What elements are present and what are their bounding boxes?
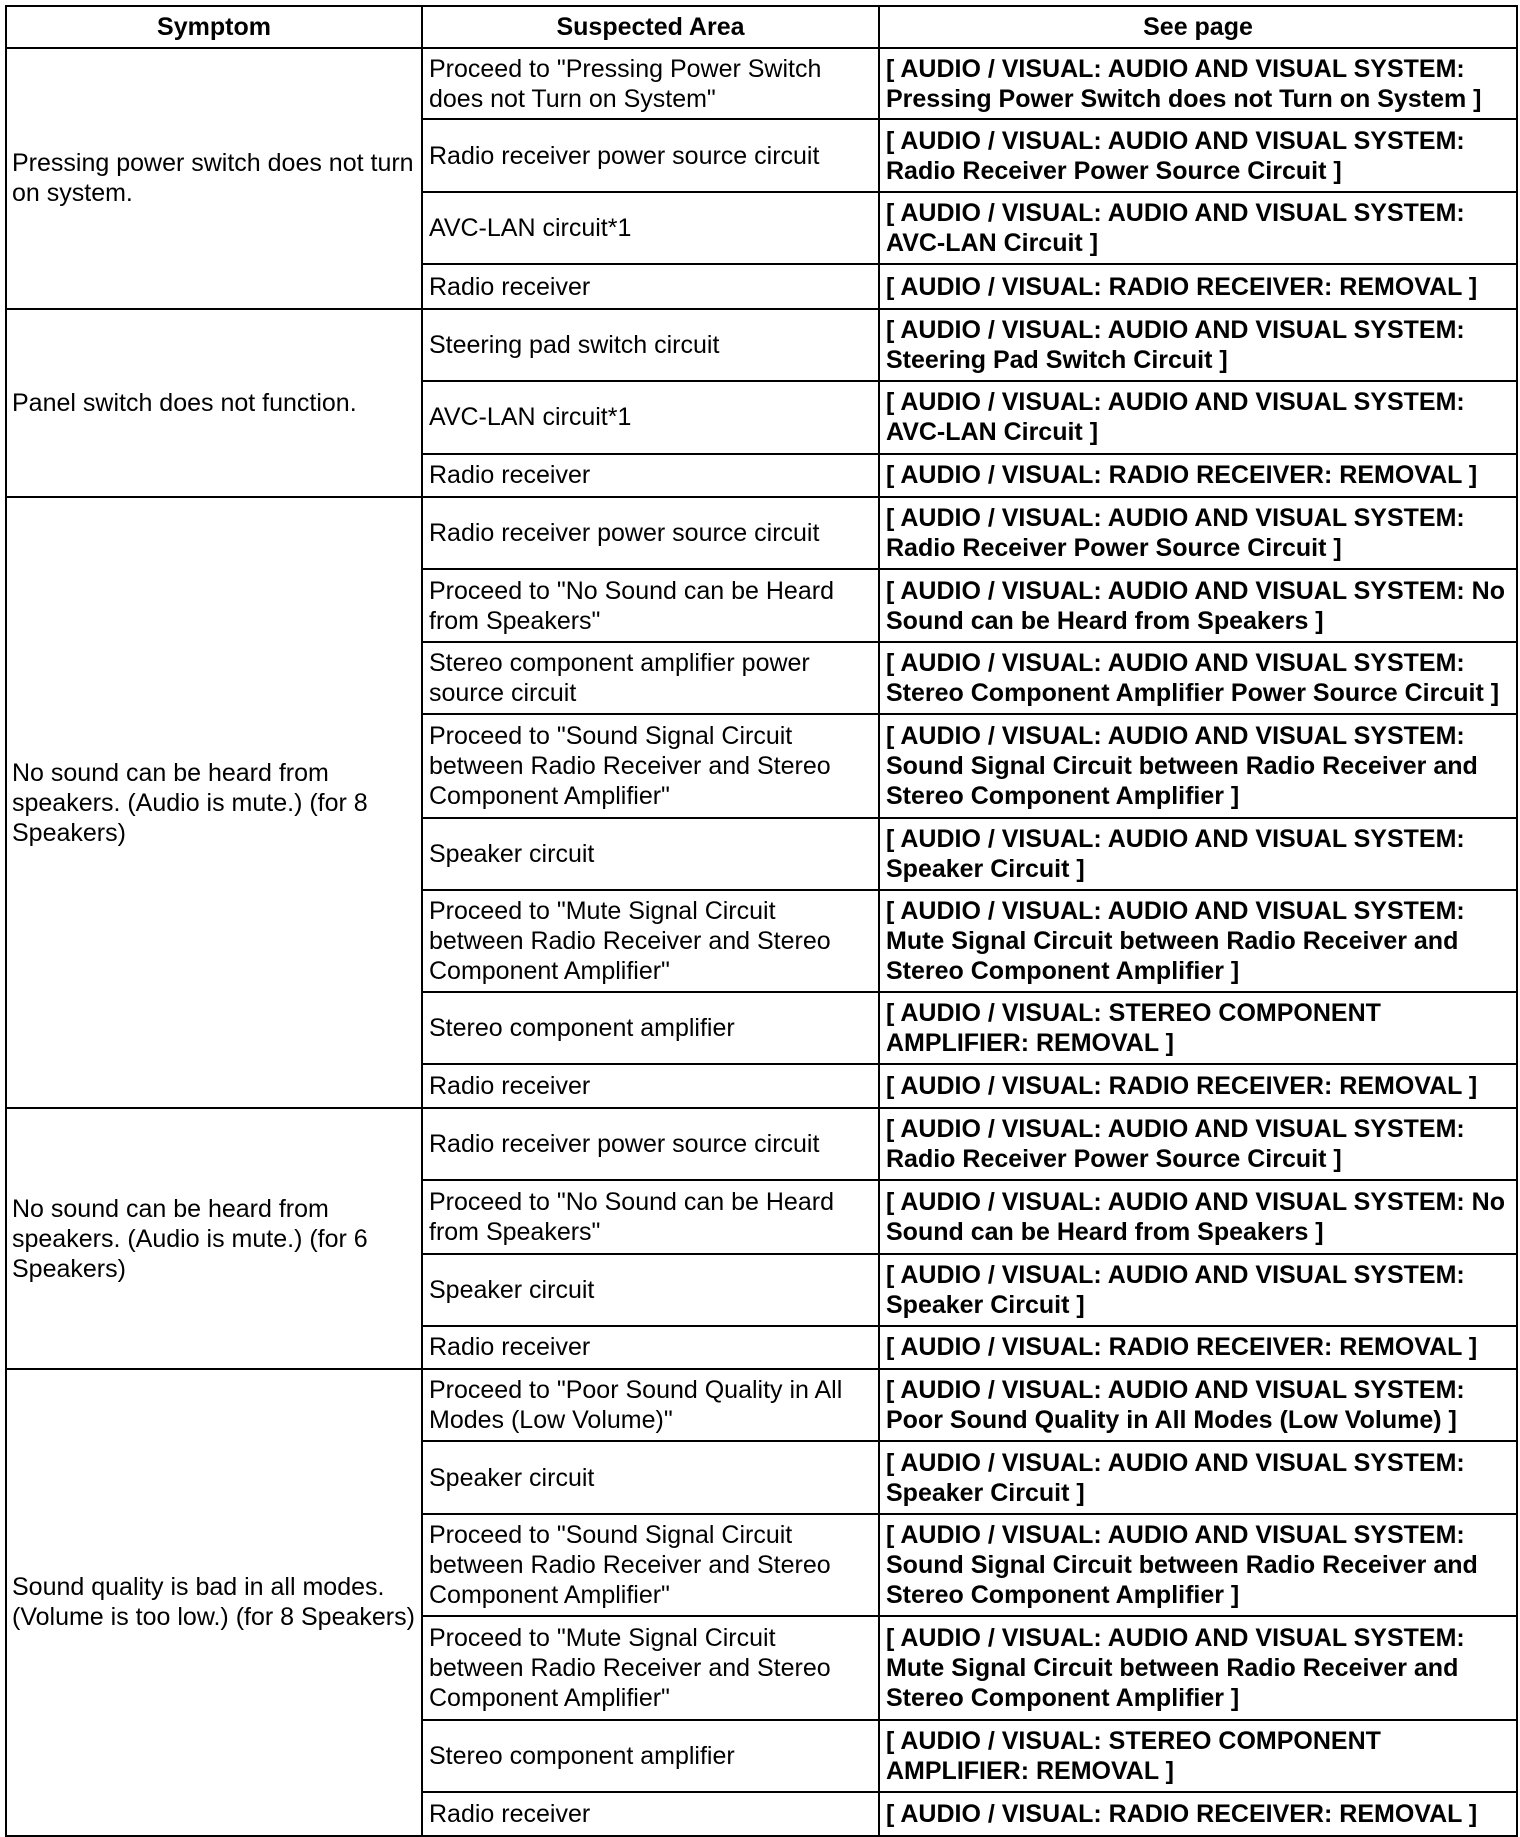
see-page-cell: [ AUDIO / VISUAL: AUDIO AND VISUAL SYSTEM: Sound Signal Circuit between Radio Receiver and Stereo Component Amplifier ] [879, 714, 1517, 817]
suspected-area-cell: Speaker circuit [422, 1254, 879, 1326]
suspected-area-cell: Proceed to "Poor Sound Quality in All Modes (Low Volume)" [422, 1369, 879, 1441]
suspected-area-cell: Proceed to "Pressing Power Switch does not Turn on System" [422, 48, 879, 119]
suspected-area-cell: Radio receiver [422, 1064, 879, 1108]
suspected-area-cell: Speaker circuit [422, 1441, 879, 1514]
see-page-cell: [ AUDIO / VISUAL: AUDIO AND VISUAL SYSTEM: Speaker Circuit ] [879, 1254, 1517, 1326]
see-page-cell: [ AUDIO / VISUAL: STEREO COMPONENT AMPLIFIER: REMOVAL ] [879, 1720, 1517, 1792]
suspected-area-cell: Proceed to "Mute Signal Circuit between Radio Receiver and Stereo Component Amplifier" [422, 890, 879, 992]
see-page-cell: [ AUDIO / VISUAL: AUDIO AND VISUAL SYSTEM: Speaker Circuit ] [879, 1441, 1517, 1514]
see-page-cell: [ AUDIO / VISUAL: AUDIO AND VISUAL SYSTEM: AVC-LAN Circuit ] [879, 381, 1517, 454]
see-page-cell: [ AUDIO / VISUAL: AUDIO AND VISUAL SYSTEM: Pressing Power Switch does not Turn on System ] [879, 48, 1517, 119]
suspected-area-cell: Radio receiver [422, 1792, 879, 1836]
suspected-area-cell: Speaker circuit [422, 818, 879, 890]
see-page-cell: [ AUDIO / VISUAL: STEREO COMPONENT AMPLIFIER: REMOVAL ] [879, 992, 1517, 1064]
table-row [6, 1108, 1517, 1180]
symptom-cell: Panel switch does not function. [6, 309, 422, 497]
suspected-area-cell: AVC-LAN circuit*1 [422, 192, 879, 264]
see-page-cell: [ AUDIO / VISUAL: AUDIO AND VISUAL SYSTEM: No Sound can be Heard from Speakers ] [879, 569, 1517, 642]
see-page-cell: [ AUDIO / VISUAL: RADIO RECEIVER: REMOVAL ] [879, 1326, 1517, 1369]
suspected-area-cell: Radio receiver power source circuit [422, 119, 879, 192]
suspected-area-cell: Stereo component amplifier [422, 1720, 879, 1792]
suspected-area-cell: Stereo component amplifier [422, 992, 879, 1064]
see-page-cell: [ AUDIO / VISUAL: RADIO RECEIVER: REMOVAL ] [879, 454, 1517, 497]
table-row [6, 48, 1517, 119]
see-page-cell: [ AUDIO / VISUAL: RADIO RECEIVER: REMOVAL ] [879, 1792, 1517, 1836]
suspected-area-cell: Proceed to "Sound Signal Circuit between Radio Receiver and Stereo Component Amplifier" [422, 714, 879, 817]
symptom-cell: No sound can be heard from speakers. (Audio is mute.) (for 8 Speakers) [6, 497, 422, 1108]
suspected-area-cell: Proceed to "No Sound can be Heard from Speakers" [422, 569, 879, 642]
see-page-cell: [ AUDIO / VISUAL: AUDIO AND VISUAL SYSTEM: Poor Sound Quality in All Modes (Low Volume) ] [879, 1369, 1517, 1441]
see-page-cell: [ AUDIO / VISUAL: RADIO RECEIVER: REMOVAL ] [879, 1064, 1517, 1108]
table-row [6, 1369, 1517, 1441]
see-page-cell: [ AUDIO / VISUAL: AUDIO AND VISUAL SYSTEM: No Sound can be Heard from Speakers ] [879, 1180, 1517, 1253]
suspected-area-cell: Radio receiver [422, 264, 879, 308]
suspected-area-cell: AVC-LAN circuit*1 [422, 381, 879, 454]
suspected-area-cell: Proceed to "Mute Signal Circuit between Radio Receiver and Stereo Component Amplifier" [422, 1616, 879, 1719]
header-row [6, 6, 1517, 48]
see-page-cell: [ AUDIO / VISUAL: AUDIO AND VISUAL SYSTEM: Mute Signal Circuit between Radio Receiver and Stereo Component Amplifier ] [879, 890, 1517, 992]
table-row [6, 497, 1517, 569]
see-page-cell: [ AUDIO / VISUAL: AUDIO AND VISUAL SYSTEM: Sound Signal Circuit between Radio Receiver and Stereo Component Amplifier ] [879, 1514, 1517, 1616]
suspected-area-cell: Steering pad switch circuit [422, 309, 879, 381]
suspected-area-cell: Radio receiver power source circuit [422, 1108, 879, 1180]
suspected-area-cell: Radio receiver [422, 1326, 879, 1369]
document-page [5, 5, 1516, 1837]
suspected-area-cell: Radio receiver [422, 454, 879, 497]
see-page-cell: [ AUDIO / VISUAL: AUDIO AND VISUAL SYSTEM: Steering Pad Switch Circuit ] [879, 309, 1517, 381]
suspected-area-cell: Proceed to "No Sound can be Heard from Speakers" [422, 1180, 879, 1253]
header-suspected-area: Suspected Area [422, 6, 879, 48]
suspected-area-cell: Stereo component amplifier power source circuit [422, 642, 879, 714]
symptom-cell: Sound quality is bad in all modes. (Volume is too low.) (for 8 Speakers) [6, 1369, 422, 1836]
header-see-page: See page [879, 6, 1517, 48]
see-page-cell: [ AUDIO / VISUAL: AUDIO AND VISUAL SYSTEM: Speaker Circuit ] [879, 818, 1517, 890]
see-page-cell: [ AUDIO / VISUAL: AUDIO AND VISUAL SYSTEM: Radio Receiver Power Source Circuit ] [879, 497, 1517, 569]
symptom-cell: Pressing power switch does not turn on system. [6, 48, 422, 309]
suspected-area-cell: Radio receiver power source circuit [422, 497, 879, 569]
see-page-cell: [ AUDIO / VISUAL: RADIO RECEIVER: REMOVAL ] [879, 264, 1517, 308]
see-page-cell: [ AUDIO / VISUAL: AUDIO AND VISUAL SYSTEM: Radio Receiver Power Source Circuit ] [879, 1108, 1517, 1180]
see-page-cell: [ AUDIO / VISUAL: AUDIO AND VISUAL SYSTEM: AVC-LAN Circuit ] [879, 192, 1517, 264]
see-page-cell: [ AUDIO / VISUAL: AUDIO AND VISUAL SYSTEM: Stereo Component Amplifier Power Source Circuit ] [879, 642, 1517, 714]
suspected-area-cell: Proceed to "Sound Signal Circuit between Radio Receiver and Stereo Component Amplifier" [422, 1514, 879, 1616]
header-symptom: Symptom [6, 6, 422, 48]
table-body [6, 48, 1517, 1836]
symptom-cell: No sound can be heard from speakers. (Audio is mute.) (for 6 Speakers) [6, 1108, 422, 1369]
symptom-table [5, 5, 1518, 1837]
see-page-cell: [ AUDIO / VISUAL: AUDIO AND VISUAL SYSTEM: Radio Receiver Power Source Circuit ] [879, 119, 1517, 192]
see-page-cell: [ AUDIO / VISUAL: AUDIO AND VISUAL SYSTEM: Mute Signal Circuit between Radio Receiver and Stereo Component Amplifier ] [879, 1616, 1517, 1719]
table-row [6, 309, 1517, 381]
